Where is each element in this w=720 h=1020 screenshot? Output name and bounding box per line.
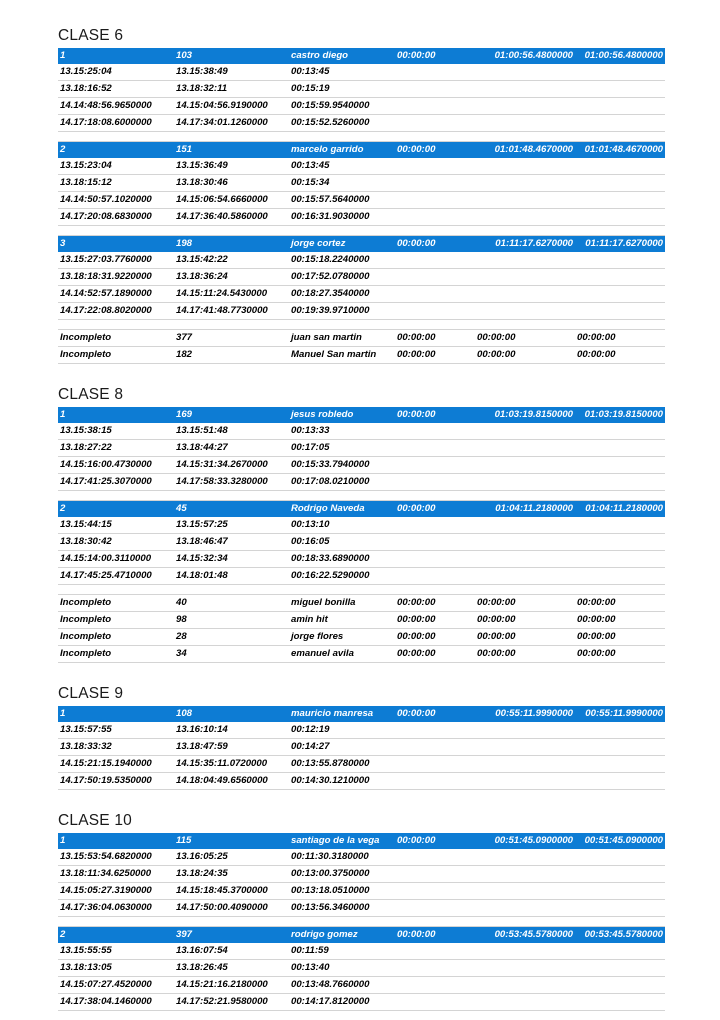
rider-number: 397 xyxy=(176,927,291,943)
lap-start-time: 13.15:23:04 xyxy=(58,158,176,175)
lap-start-time: 13.18:33:32 xyxy=(58,739,176,756)
lap-end-time: 14.15:06:54.6660000 xyxy=(176,192,291,209)
rider-position: 1 xyxy=(58,48,176,64)
rider-name: juan san martin xyxy=(291,330,397,347)
lap-duration: 00:13:33 xyxy=(291,423,665,440)
rider-time-3: 01:00:56.4800000 xyxy=(577,48,665,64)
lap-start-time: 13.15:25:04 xyxy=(58,64,176,81)
lap-duration: 00:14:17.8120000 xyxy=(291,994,665,1011)
class-title: CLASE 10 xyxy=(58,803,666,830)
rider-position: 1 xyxy=(58,706,176,722)
lap-end-time: 14.15:18:45.3700000 xyxy=(176,883,291,900)
lap-end-time: 14.17:52:21.9580000 xyxy=(176,994,291,1011)
lap-end-time: 14.17:41:48.7730000 xyxy=(176,303,291,320)
rider-number: 34 xyxy=(176,646,291,663)
rider-position: 2 xyxy=(58,501,176,517)
rider-position: 1 xyxy=(58,407,176,423)
rider-number: 377 xyxy=(176,330,291,347)
lap-end-time: 13.18:24:35 xyxy=(176,866,291,883)
lap-end-time: 13.18:26:45 xyxy=(176,960,291,977)
rider-time-1: 00:00:00 xyxy=(397,236,477,252)
lap-end-time: 14.17:50:00.4090000 xyxy=(176,900,291,917)
class-block xyxy=(58,803,666,1020)
rider-time-3: 00:00:00 xyxy=(577,612,665,629)
class-block xyxy=(58,377,666,672)
rider-time-3: 00:00:00 xyxy=(577,330,665,347)
lap-duration: 00:17:52.0780000 xyxy=(291,269,665,286)
lap-start-time: 13.18:16:52 xyxy=(58,81,176,98)
lap-duration: 00:13:48.7660000 xyxy=(291,977,665,994)
rider-number: 40 xyxy=(176,595,291,612)
class-results-table xyxy=(58,833,665,1020)
lap-start-time: 14.17:36:04.0630000 xyxy=(58,900,176,917)
rider-name: castro diego xyxy=(291,48,397,64)
lap-duration: 00:16:05 xyxy=(291,534,665,551)
rider-name: jorge cortez xyxy=(291,236,397,252)
lap-duration: 00:18:27.3540000 xyxy=(291,286,665,303)
row-spacer xyxy=(58,226,665,236)
row-spacer-cell xyxy=(58,132,665,142)
rider-time-2: 00:00:00 xyxy=(477,595,577,612)
lap-start-time: 14.15:05:27.3190000 xyxy=(58,883,176,900)
lap-start-time: 14.14:50:57.1020000 xyxy=(58,192,176,209)
incomplete-rider-row[interactable] xyxy=(58,612,665,629)
lap-end-time: 14.18:01:48 xyxy=(176,568,291,585)
rider-time-2: 00:00:00 xyxy=(477,629,577,646)
incomplete-status: Incompleto xyxy=(58,612,176,629)
incomplete-rider-row[interactable] xyxy=(58,646,665,663)
lap-duration: 00:13:55.8780000 xyxy=(291,756,665,773)
rider-name: Manuel San martin xyxy=(291,347,397,364)
lap-duration: 00:13:40 xyxy=(291,960,665,977)
row-spacer xyxy=(58,663,665,673)
incomplete-status: Incompleto xyxy=(58,347,176,364)
lap-row xyxy=(58,209,665,226)
lap-end-time: 13.18:44:27 xyxy=(176,440,291,457)
lap-end-time: 13.18:32:11 xyxy=(176,81,291,98)
lap-duration: 00:11:30.3180000 xyxy=(291,849,665,866)
lap-end-time: 14.17:58:33.3280000 xyxy=(176,474,291,491)
row-spacer-cell xyxy=(58,1011,665,1020)
lap-row xyxy=(58,849,665,866)
lap-start-time: 13.15:57:55 xyxy=(58,722,176,739)
lap-row xyxy=(58,551,665,568)
lap-row xyxy=(58,866,665,883)
lap-start-time: 13.18:13:05 xyxy=(58,960,176,977)
lap-row xyxy=(58,994,665,1011)
rider-time-3: 00:53:45.5780000 xyxy=(577,927,665,943)
rider-time-3: 00:55:11.9990000 xyxy=(577,706,665,722)
lap-start-time: 13.18:27:22 xyxy=(58,440,176,457)
lap-duration: 00:14:27 xyxy=(291,739,665,756)
lap-row xyxy=(58,440,665,457)
row-spacer xyxy=(58,364,665,374)
class-results-table xyxy=(58,706,665,799)
row-spacer xyxy=(58,917,665,927)
row-spacer xyxy=(58,320,665,330)
lap-start-time: 13.15:38:15 xyxy=(58,423,176,440)
rider-summary-row[interactable] xyxy=(58,142,665,158)
class-block xyxy=(58,676,666,799)
rider-time-1: 00:00:00 xyxy=(397,501,477,517)
rider-name: amin hit xyxy=(291,612,397,629)
rider-time-3: 01:11:17.6270000 xyxy=(577,236,665,252)
lap-start-time: 14.15:14:00.3110000 xyxy=(58,551,176,568)
row-spacer-cell xyxy=(58,226,665,236)
lap-row xyxy=(58,517,665,534)
rider-summary-row[interactable] xyxy=(58,48,665,64)
lap-row xyxy=(58,64,665,81)
rider-time-2: 01:01:48.4670000 xyxy=(477,142,577,158)
lap-start-time: 13.18:11:34.6250000 xyxy=(58,866,176,883)
lap-duration: 00:15:57.5640000 xyxy=(291,192,665,209)
rider-summary-row[interactable] xyxy=(58,927,665,943)
lap-row xyxy=(58,252,665,269)
lap-end-time: 13.15:57:25 xyxy=(176,517,291,534)
rider-time-3: 01:04:11.2180000 xyxy=(577,501,665,517)
rider-name: emanuel avila xyxy=(291,646,397,663)
lap-duration: 00:13:56.3460000 xyxy=(291,900,665,917)
rider-time-1: 00:00:00 xyxy=(397,646,477,663)
lap-duration: 00:12:19 xyxy=(291,722,665,739)
rider-name: marcelo garrido xyxy=(291,142,397,158)
row-spacer xyxy=(58,585,665,595)
lap-start-time: 14.17:20:08.6830000 xyxy=(58,209,176,226)
row-spacer-cell xyxy=(58,491,665,501)
lap-row xyxy=(58,98,665,115)
lap-start-time: 14.17:45:25.4710000 xyxy=(58,568,176,585)
rider-time-1: 00:00:00 xyxy=(397,629,477,646)
class-results-table xyxy=(58,407,665,672)
rider-position: 1 xyxy=(58,833,176,849)
incomplete-rider-row[interactable] xyxy=(58,595,665,612)
rider-time-2: 00:00:00 xyxy=(477,347,577,364)
rider-number: 115 xyxy=(176,833,291,849)
rider-time-1: 00:00:00 xyxy=(397,833,477,849)
lap-duration: 00:15:19 xyxy=(291,81,665,98)
class-list xyxy=(58,18,666,1020)
lap-start-time: 13.15:55:55 xyxy=(58,943,176,960)
rider-time-2: 00:51:45.0900000 xyxy=(477,833,577,849)
incomplete-status: Incompleto xyxy=(58,330,176,347)
lap-end-time: 13.18:36:24 xyxy=(176,269,291,286)
lap-end-time: 14.15:31:34.2670000 xyxy=(176,457,291,474)
lap-start-time: 14.17:22:08.8020000 xyxy=(58,303,176,320)
class-title: CLASE 6 xyxy=(58,18,666,45)
lap-end-time: 14.15:11:24.5430000 xyxy=(176,286,291,303)
lap-start-time: 14.17:18:08.6000000 xyxy=(58,115,176,132)
incomplete-status: Incompleto xyxy=(58,629,176,646)
rider-name: miguel bonilla xyxy=(291,595,397,612)
lap-start-time: 14.14:48:56.9650000 xyxy=(58,98,176,115)
rider-number: 182 xyxy=(176,347,291,364)
lap-start-time: 14.17:50:19.5350000 xyxy=(58,773,176,790)
class-results-table xyxy=(58,48,665,373)
rider-time-3: 00:00:00 xyxy=(577,646,665,663)
rider-time-2: 00:53:45.5780000 xyxy=(477,927,577,943)
rider-time-1: 00:00:00 xyxy=(397,48,477,64)
rider-time-1: 00:00:00 xyxy=(397,142,477,158)
rider-number: 198 xyxy=(176,236,291,252)
lap-start-time: 13.15:27:03.7760000 xyxy=(58,252,176,269)
rider-number: 108 xyxy=(176,706,291,722)
incomplete-rider-row[interactable] xyxy=(58,629,665,646)
lap-end-time: 13.15:38:49 xyxy=(176,64,291,81)
lap-end-time: 13.16:05:25 xyxy=(176,849,291,866)
incomplete-status: Incompleto xyxy=(58,646,176,663)
lap-row xyxy=(58,773,665,790)
lap-end-time: 14.15:21:16.2180000 xyxy=(176,977,291,994)
row-spacer xyxy=(58,790,665,800)
lap-row xyxy=(58,977,665,994)
lap-end-time: 13.18:47:59 xyxy=(176,739,291,756)
rider-number: 103 xyxy=(176,48,291,64)
class-block xyxy=(58,18,666,373)
lap-duration: 00:13:10 xyxy=(291,517,665,534)
lap-start-time: 14.17:41:25.3070000 xyxy=(58,474,176,491)
lap-end-time: 13.15:36:49 xyxy=(176,158,291,175)
rider-summary-row[interactable] xyxy=(58,236,665,252)
lap-row xyxy=(58,943,665,960)
row-spacer-cell xyxy=(58,917,665,927)
lap-end-time: 13.15:42:22 xyxy=(176,252,291,269)
rider-time-1: 00:00:00 xyxy=(397,706,477,722)
rider-position: 2 xyxy=(58,142,176,158)
rider-time-2: 01:00:56.4800000 xyxy=(477,48,577,64)
rider-time-2: 00:00:00 xyxy=(477,646,577,663)
rider-time-2: 00:00:00 xyxy=(477,330,577,347)
rider-name: mauricio manresa xyxy=(291,706,397,722)
rider-time-3: 00:00:00 xyxy=(577,347,665,364)
rider-name: rodrigo gomez xyxy=(291,927,397,943)
row-spacer-cell xyxy=(58,790,665,800)
lap-row xyxy=(58,423,665,440)
lap-start-time: 14.17:38:04.1460000 xyxy=(58,994,176,1011)
rider-name: jorge flores xyxy=(291,629,397,646)
lap-end-time: 13.16:07:54 xyxy=(176,943,291,960)
rider-summary-row[interactable] xyxy=(58,833,665,849)
lap-row xyxy=(58,722,665,739)
lap-row xyxy=(58,568,665,585)
lap-row xyxy=(58,303,665,320)
rider-time-3: 01:03:19.8150000 xyxy=(577,407,665,423)
lap-end-time: 13.18:30:46 xyxy=(176,175,291,192)
class-title: CLASE 8 xyxy=(58,377,666,404)
lap-start-time: 14.14:52:57.1890000 xyxy=(58,286,176,303)
lap-duration: 00:15:33.7940000 xyxy=(291,457,665,474)
row-spacer-cell xyxy=(58,320,665,330)
row-spacer-cell xyxy=(58,663,665,673)
lap-row xyxy=(58,457,665,474)
lap-duration: 00:18:33.6890000 xyxy=(291,551,665,568)
lap-end-time: 14.15:04:56.9190000 xyxy=(176,98,291,115)
lap-duration: 00:13:45 xyxy=(291,64,665,81)
lap-row xyxy=(58,900,665,917)
rider-time-3: 00:00:00 xyxy=(577,629,665,646)
lap-duration: 00:13:00.3750000 xyxy=(291,866,665,883)
row-spacer xyxy=(58,132,665,142)
rider-time-2: 00:00:00 xyxy=(477,612,577,629)
rider-summary-row[interactable] xyxy=(58,407,665,423)
rider-number: 28 xyxy=(176,629,291,646)
rider-time-2: 01:03:19.8150000 xyxy=(477,407,577,423)
lap-duration: 00:15:18.2240000 xyxy=(291,252,665,269)
lap-duration: 00:15:34 xyxy=(291,175,665,192)
lap-start-time: 13.18:18:31.9220000 xyxy=(58,269,176,286)
rider-time-1: 00:00:00 xyxy=(397,927,477,943)
lap-duration: 00:13:45 xyxy=(291,158,665,175)
row-spacer-cell xyxy=(58,585,665,595)
lap-row xyxy=(58,756,665,773)
class-title: CLASE 9 xyxy=(58,676,666,703)
lap-start-time: 13.18:15:12 xyxy=(58,175,176,192)
lap-end-time: 14.17:34:01.1260000 xyxy=(176,115,291,132)
lap-duration: 00:16:31.9030000 xyxy=(291,209,665,226)
row-spacer xyxy=(58,491,665,501)
rider-name: jesus robledo xyxy=(291,407,397,423)
lap-end-time: 13.16:10:14 xyxy=(176,722,291,739)
lap-end-time: 13.15:51:48 xyxy=(176,423,291,440)
lap-start-time: 14.15:07:27.4520000 xyxy=(58,977,176,994)
rider-time-2: 01:11:17.6270000 xyxy=(477,236,577,252)
lap-start-time: 14.15:16:00.4730000 xyxy=(58,457,176,474)
lap-row xyxy=(58,269,665,286)
lap-duration: 00:17:08.0210000 xyxy=(291,474,665,491)
lap-start-time: 13.18:30:42 xyxy=(58,534,176,551)
rider-name: Rodrigo Naveda xyxy=(291,501,397,517)
lap-duration: 00:19:39.9710000 xyxy=(291,303,665,320)
rider-number: 45 xyxy=(176,501,291,517)
lap-duration: 00:15:59.9540000 xyxy=(291,98,665,115)
lap-duration: 00:11:59 xyxy=(291,943,665,960)
incomplete-status: Incompleto xyxy=(58,595,176,612)
rider-summary-row[interactable] xyxy=(58,706,665,722)
lap-row xyxy=(58,739,665,756)
lap-start-time: 14.15:21:15.1940000 xyxy=(58,756,176,773)
lap-duration: 00:15:52.5260000 xyxy=(291,115,665,132)
row-spacer-cell xyxy=(58,364,665,374)
rider-time-2: 00:55:11.9990000 xyxy=(477,706,577,722)
rider-time-1: 00:00:00 xyxy=(397,347,477,364)
lap-row xyxy=(58,192,665,209)
lap-end-time: 14.17:36:40.5860000 xyxy=(176,209,291,226)
lap-end-time: 13.18:46:47 xyxy=(176,534,291,551)
lap-row xyxy=(58,883,665,900)
rider-time-3: 00:00:00 xyxy=(577,595,665,612)
lap-start-time: 13.15:53:54.6820000 xyxy=(58,849,176,866)
lap-row xyxy=(58,175,665,192)
rider-time-2: 01:04:11.2180000 xyxy=(477,501,577,517)
rider-number: 151 xyxy=(176,142,291,158)
lap-row xyxy=(58,158,665,175)
lap-row xyxy=(58,115,665,132)
rider-name: santiago de la vega xyxy=(291,833,397,849)
lap-end-time: 14.18:04:49.6560000 xyxy=(176,773,291,790)
lap-duration: 00:16:22.5290000 xyxy=(291,568,665,585)
lap-duration: 00:14:30.1210000 xyxy=(291,773,665,790)
incomplete-rider-row[interactable] xyxy=(58,330,665,347)
rider-time-1: 00:00:00 xyxy=(397,612,477,629)
lap-end-time: 14.15:35:11.0720000 xyxy=(176,756,291,773)
lap-start-time: 13.15:44:15 xyxy=(58,517,176,534)
lap-end-time: 14.15:32:34 xyxy=(176,551,291,568)
lap-row xyxy=(58,286,665,303)
rider-position: 3 xyxy=(58,236,176,252)
rider-time-1: 00:00:00 xyxy=(397,595,477,612)
rider-position: 2 xyxy=(58,927,176,943)
lap-row xyxy=(58,960,665,977)
lap-row xyxy=(58,81,665,98)
rider-number: 98 xyxy=(176,612,291,629)
rider-summary-row[interactable] xyxy=(58,501,665,517)
row-spacer xyxy=(58,1011,665,1020)
rider-number: 169 xyxy=(176,407,291,423)
rider-time-1: 00:00:00 xyxy=(397,407,477,423)
rider-time-3: 01:01:48.4670000 xyxy=(577,142,665,158)
lap-duration: 00:13:18.0510000 xyxy=(291,883,665,900)
lap-row xyxy=(58,474,665,491)
incomplete-rider-row[interactable] xyxy=(58,347,665,364)
rider-time-3: 00:51:45.0900000 xyxy=(577,833,665,849)
rider-time-1: 00:00:00 xyxy=(397,330,477,347)
lap-duration: 00:17:05 xyxy=(291,440,665,457)
lap-row xyxy=(58,534,665,551)
